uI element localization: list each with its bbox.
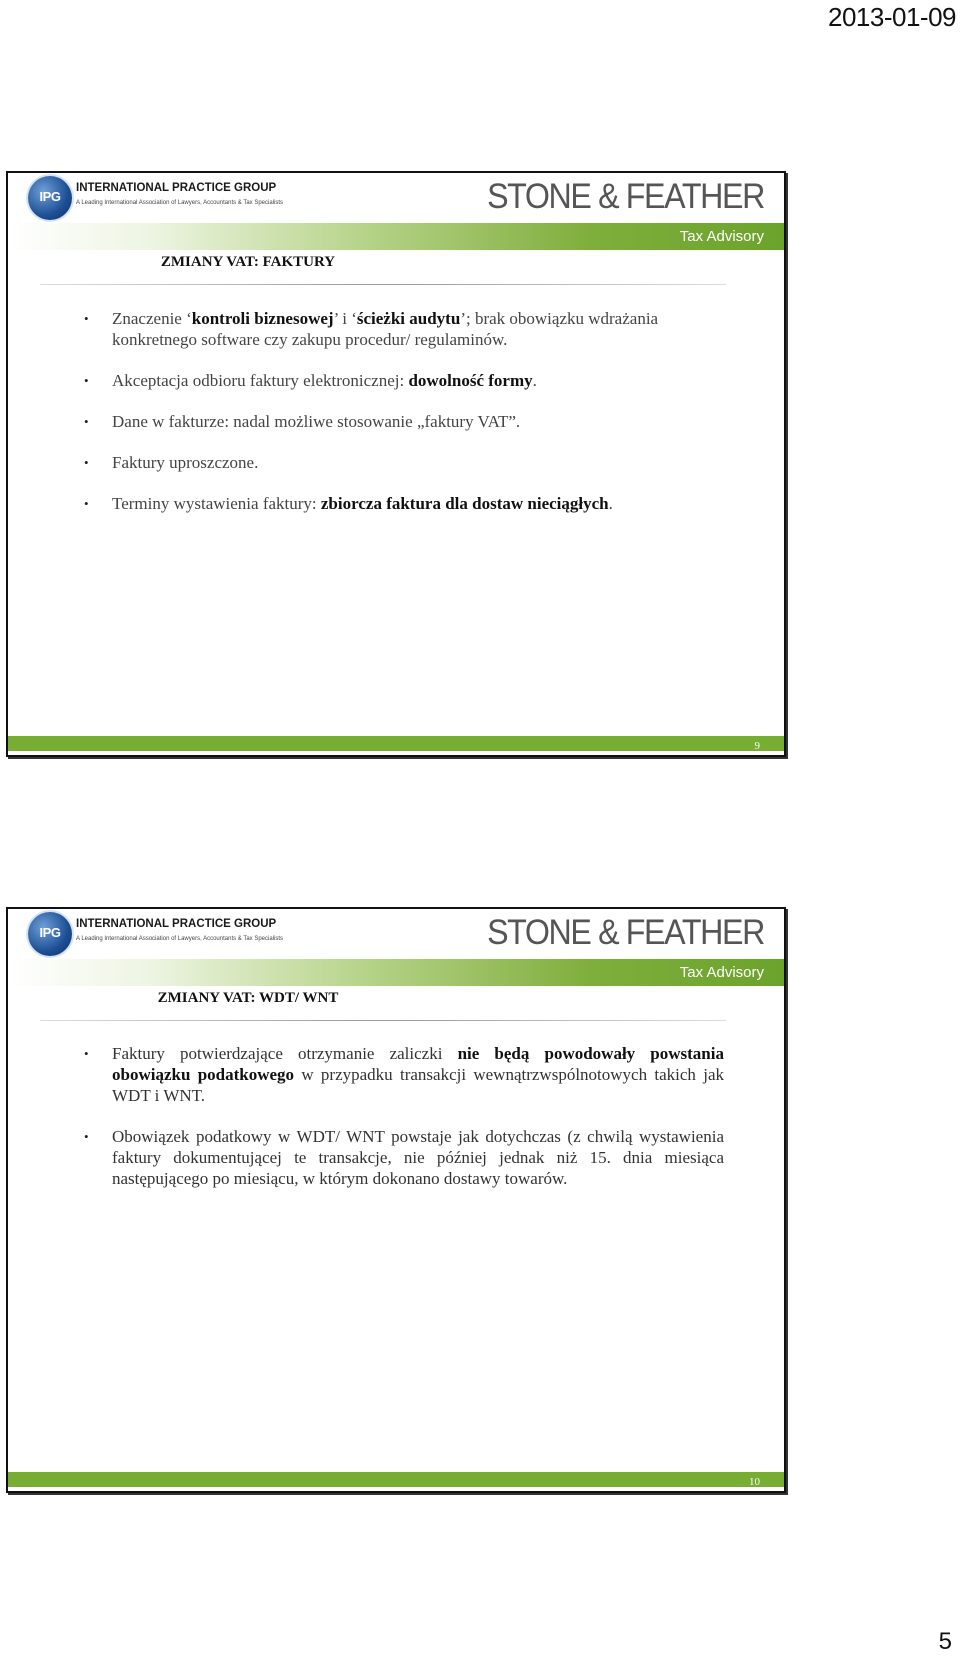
footer-green-bar bbox=[8, 1472, 784, 1487]
tax-advisory-label: Tax Advisory bbox=[679, 964, 764, 981]
slide-10 bbox=[6, 907, 786, 1493]
ipg-globe-icon: IPG bbox=[28, 176, 72, 220]
bullet-dot-icon: • bbox=[84, 496, 89, 511]
bullet-item: • Terminy wystawienia faktury: zbiorcza faktura dla dostaw nieciągłych. bbox=[84, 494, 613, 513]
ipg-logo bbox=[28, 176, 284, 224]
ipg-logo bbox=[28, 912, 284, 960]
bullet-item: • Dane w fakturze: nadal możliwe stosowanie „faktury VAT”. bbox=[84, 412, 521, 431]
slide-9 bbox=[6, 171, 786, 757]
slide-header bbox=[8, 173, 784, 253]
ipg-name: INTERNATIONAL PRACTICE GROUP bbox=[76, 918, 277, 930]
bullet-dot-icon: • bbox=[84, 455, 89, 470]
bullet-dot-icon: • bbox=[84, 1129, 89, 1144]
ipg-tagline: A Leading International Association of Lawyers, Accountants & Tax Specialists bbox=[76, 200, 284, 206]
bullet-dot-icon: • bbox=[84, 373, 89, 388]
bullet-dot-icon: • bbox=[84, 414, 89, 429]
slide-number: 9 bbox=[754, 740, 760, 752]
title-divider bbox=[40, 284, 726, 285]
header-green-bar bbox=[8, 959, 784, 986]
bullet-item: • Faktury uproszczone. bbox=[84, 453, 259, 472]
slide-header bbox=[8, 909, 784, 989]
document-date: 2013-01-09 bbox=[828, 2, 956, 32]
bullet-item: • Akceptacja odbioru faktury elektronicznej: dowolność formy. bbox=[84, 371, 537, 390]
bullet-list bbox=[78, 1043, 724, 1209]
stone-feather-logo: STONE & FEATHER bbox=[487, 913, 764, 952]
bullet-item: • Znaczenie ‘kontroli biznesowej’ i ‘ścieżki audytu’; brak obowiązku wdrażania konkretnego software czy zakupu procedur/ regulaminów. bbox=[84, 309, 659, 349]
ipg-name: INTERNATIONAL PRACTICE GROUP bbox=[76, 182, 277, 194]
tax-advisory-label: Tax Advisory bbox=[679, 228, 764, 245]
slide-title: ZMIANY VAT: WDT/ WNT bbox=[157, 990, 339, 1006]
bullet-dot-icon: • bbox=[84, 1046, 89, 1061]
slide-title: ZMIANY VAT: FAKTURY bbox=[160, 254, 336, 270]
slide-number: 10 bbox=[749, 1476, 760, 1488]
page-number: 5 bbox=[938, 1628, 952, 1655]
title-divider bbox=[40, 1020, 726, 1021]
footer-green-bar bbox=[8, 736, 784, 751]
bullet-item: • Faktury potwierdzające otrzymanie zaliczki nie będą powodowały powstania obowiązku podatkowego w przypadku transakcji wewnątrzwspólnotowych takich jak WDT i WNT. bbox=[84, 1044, 724, 1105]
ipg-globe-icon: IPG bbox=[28, 912, 72, 956]
bullet-dot-icon: • bbox=[84, 311, 89, 326]
ipg-tagline: A Leading International Association of Lawyers, Accountants & Tax Specialists bbox=[76, 936, 284, 942]
stone-feather-logo: STONE & FEATHER bbox=[487, 177, 764, 216]
header-green-bar bbox=[8, 223, 784, 250]
bullet-item: • Obowiązek podatkowy w WDT/ WNT powstaje jak dotychczas (z chwilą wystawienia faktury dokumentującej te transakcje, nie później jednak niż 15. dnia miesiąca następującego po miesiącu, w którym dokonano dostawy towarów. bbox=[84, 1127, 724, 1188]
bullet-list bbox=[78, 308, 724, 534]
